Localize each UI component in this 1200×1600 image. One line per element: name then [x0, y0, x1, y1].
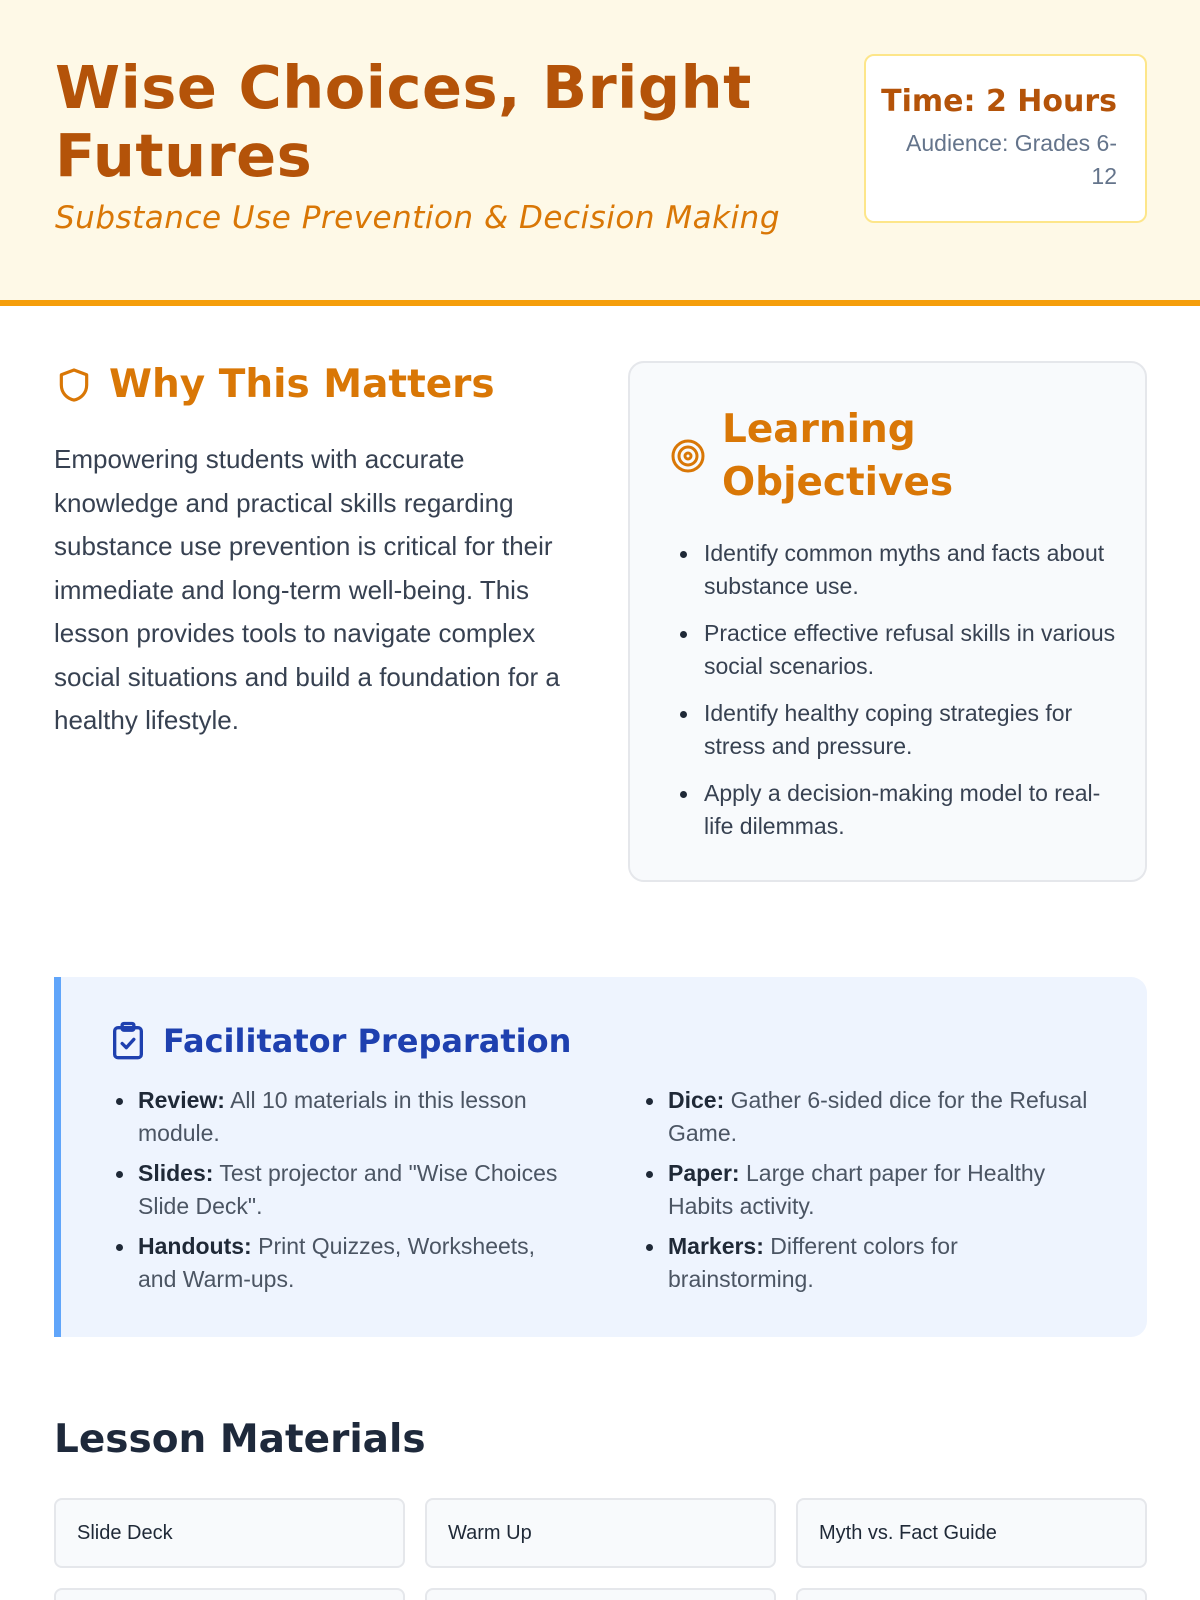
objective-item: Identify healthy coping strategies for stress and pressure. [704, 697, 1124, 763]
material-card-slide-deck[interactable]: Slide Deck [54, 1498, 405, 1568]
objectives-list [704, 537, 1124, 857]
prep-item-label: Review: [138, 1087, 225, 1113]
prep-item-text: Print Quizzes, Worksheets, and Warm-ups. [138, 1233, 536, 1292]
lesson-audience: Audience: Grades 6-12 [906, 130, 1117, 189]
target-icon [670, 438, 706, 474]
prep-item-text: All 10 materials in this lesson module. [138, 1087, 527, 1146]
why-heading-text: Why This Matters [109, 362, 495, 407]
prep-item-label: Slides: [138, 1160, 214, 1186]
lesson-header [0, 0, 1200, 306]
page-title: Wise Choices, Bright Futures [55, 53, 752, 190]
prep-item [138, 1084, 578, 1150]
page-subtitle: Substance Use Prevention & Decision Making [55, 200, 780, 236]
facilitator-preparation-box [54, 977, 1147, 1337]
learning-objectives-card [628, 361, 1147, 882]
objective-item: Practice effective refusal skills in various social scenarios. [704, 617, 1124, 683]
why-this-matters-text: Empowering students with accurate knowledge and practical skills regarding substance use prevention is critical for their immediate and long-term well-being. This lesson provides tools to navigate complex social situations and build a foundation for a healthy lifestyle. [54, 444, 560, 735]
material-card[interactable] [425, 1588, 776, 1600]
clipboard-check-icon [111, 1021, 145, 1061]
shield-icon [55, 365, 93, 405]
facilitator-heading [111, 1021, 571, 1061]
learning-objectives-heading [670, 403, 1022, 509]
lesson-duration: Time: 2 Hours [881, 84, 1117, 119]
material-card-warm-up[interactable]: Warm Up [425, 1498, 776, 1568]
material-card[interactable] [796, 1588, 1147, 1600]
prep-item [668, 1157, 1108, 1223]
prep-item-text: Large chart paper for Healthy Habits activity. [668, 1160, 1046, 1219]
facilitator-heading-text: Facilitator Preparation [163, 1022, 572, 1060]
prep-item [138, 1157, 578, 1223]
prep-item [668, 1230, 1108, 1296]
facilitator-list-right [668, 1084, 1108, 1303]
prep-item-text: Gather 6-sided dice for the Refusal Game. [668, 1087, 1088, 1146]
prep-item-label: Markers: [668, 1233, 764, 1259]
prep-item-text: Different colors for brainstorming. [668, 1233, 958, 1292]
prep-item-text: Test projector and "Wise Choices Slide Deck". [138, 1160, 558, 1219]
prep-item-label: Paper: [668, 1160, 740, 1186]
prep-item [668, 1084, 1108, 1150]
objective-item: Identify common myths and facts about substance use. [704, 537, 1124, 603]
prep-item [138, 1230, 578, 1296]
lesson-materials-heading: Lesson Materials [54, 1417, 426, 1462]
material-card[interactable] [54, 1588, 405, 1600]
why-this-matters-heading [55, 362, 495, 407]
lesson-meta-card [864, 54, 1147, 223]
objectives-heading-text: Learning Objectives [722, 407, 954, 505]
material-card-myth-vs-fact[interactable]: Myth vs. Fact Guide [796, 1498, 1147, 1568]
prep-item-label: Handouts: [138, 1233, 252, 1259]
prep-item-label: Dice: [668, 1087, 725, 1113]
facilitator-list-left [138, 1084, 578, 1303]
objective-item: Apply a decision-making model to real-life dilemmas. [704, 777, 1124, 843]
